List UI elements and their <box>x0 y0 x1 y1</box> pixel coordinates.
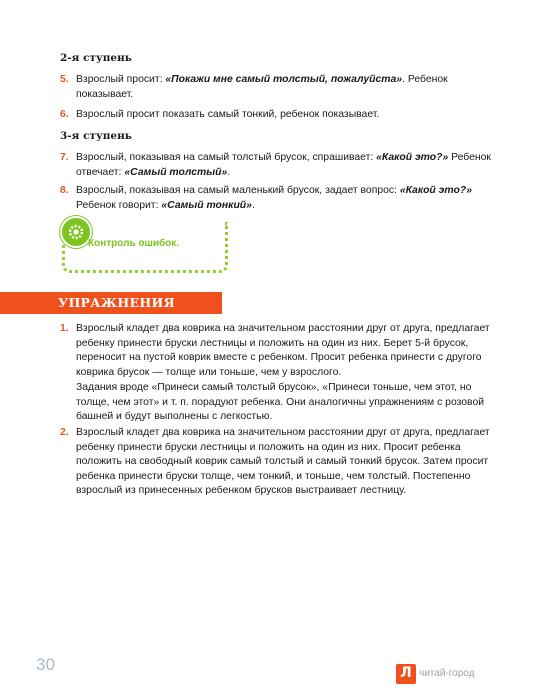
step-item-5 <box>60 73 500 102</box>
item-number: 1. <box>60 323 69 334</box>
logo-text: читай-город <box>419 668 475 679</box>
control-errors-label: Контроль ошибок. <box>88 238 180 249</box>
item-number: 6. <box>60 109 69 120</box>
item-quote: «Покажи мне самый толстый, пожалуйста» <box>165 74 403 85</box>
step-item-7 <box>60 151 500 180</box>
step-item-6 <box>60 108 500 123</box>
item-number: 5. <box>60 74 69 85</box>
item-number: 7. <box>60 152 69 163</box>
item-number: 2. <box>60 427 69 438</box>
item-text-end: . <box>251 199 255 211</box>
item-quote-answer: «Самый тонкий» <box>161 199 252 211</box>
item-text-end: . <box>227 166 231 178</box>
item-text-mid: Ребенок отвечает: <box>76 152 491 178</box>
step2-heading: 2-я ступень <box>60 52 132 64</box>
item-text: Взрослый кладет два коврика на значительном расстоянии друг от друга, предлагает ребенку принести бруски лестницы и положить на один из них. Просит ребенка положить на свободный коврик самый толстый и самый тонкий брусок. Затем просит ребенка принести бруски толще, чем тонкий, и тоньше, чем толстый. Постепенно взрослый из принесенных ребенком брусков выстраивает лестницу. <box>76 427 490 496</box>
item-text-end: . Ребенок показывает. <box>76 74 448 100</box>
exercise-note: Задания вроде «Принеси самый толстый брусок», «Принеси тоньше, чем этот, но толще, чем этот» и т. п. порадуют ребенка. Они аналогичны упражнениям с розовой башней и будут выполнены с легкостью. <box>76 382 485 422</box>
item-quote-answer: «Самый толстый» <box>124 166 228 178</box>
logo-letter: Л <box>400 665 412 681</box>
item-text: Взрослый, показывая на самый маленький брусок, задает вопрос: <box>76 185 400 196</box>
page-number: 30 <box>36 655 55 674</box>
exercises-banner <box>0 292 222 314</box>
logo <box>396 664 416 684</box>
step-item-8 <box>60 184 500 213</box>
item-quote: «Какой это?» <box>376 152 449 163</box>
item-text: Взрослый, показывая на самый толстый брусок, спрашивает: <box>76 152 377 163</box>
item-text: Взрослый кладет два коврика на значительном расстоянии друг от друга, предлагает ребенку принести бруски лестницы и положить на один из них. Берет 5-й брусок, переносит на пустой коврик вместе с ребенком. Просит ребенка принести с другого коврика брусок — толще или тоньше, чем у взрослого. <box>76 323 490 378</box>
item-text: Взрослый просит: <box>76 74 166 85</box>
item-text: Взрослый просит показать самый тонкий, ребенок показывает. <box>76 109 380 120</box>
exercise-item-2 <box>60 426 500 499</box>
item-number: 8. <box>60 185 69 196</box>
exercises-heading: УПРАЖНЕНИЯ <box>58 295 175 310</box>
step3-heading: 3-я ступень <box>60 130 132 142</box>
item-quote: «Какой это?» <box>399 185 472 196</box>
exercise-item-1 <box>60 322 500 380</box>
item-text-mid: Ребенок говорит: <box>76 199 162 211</box>
